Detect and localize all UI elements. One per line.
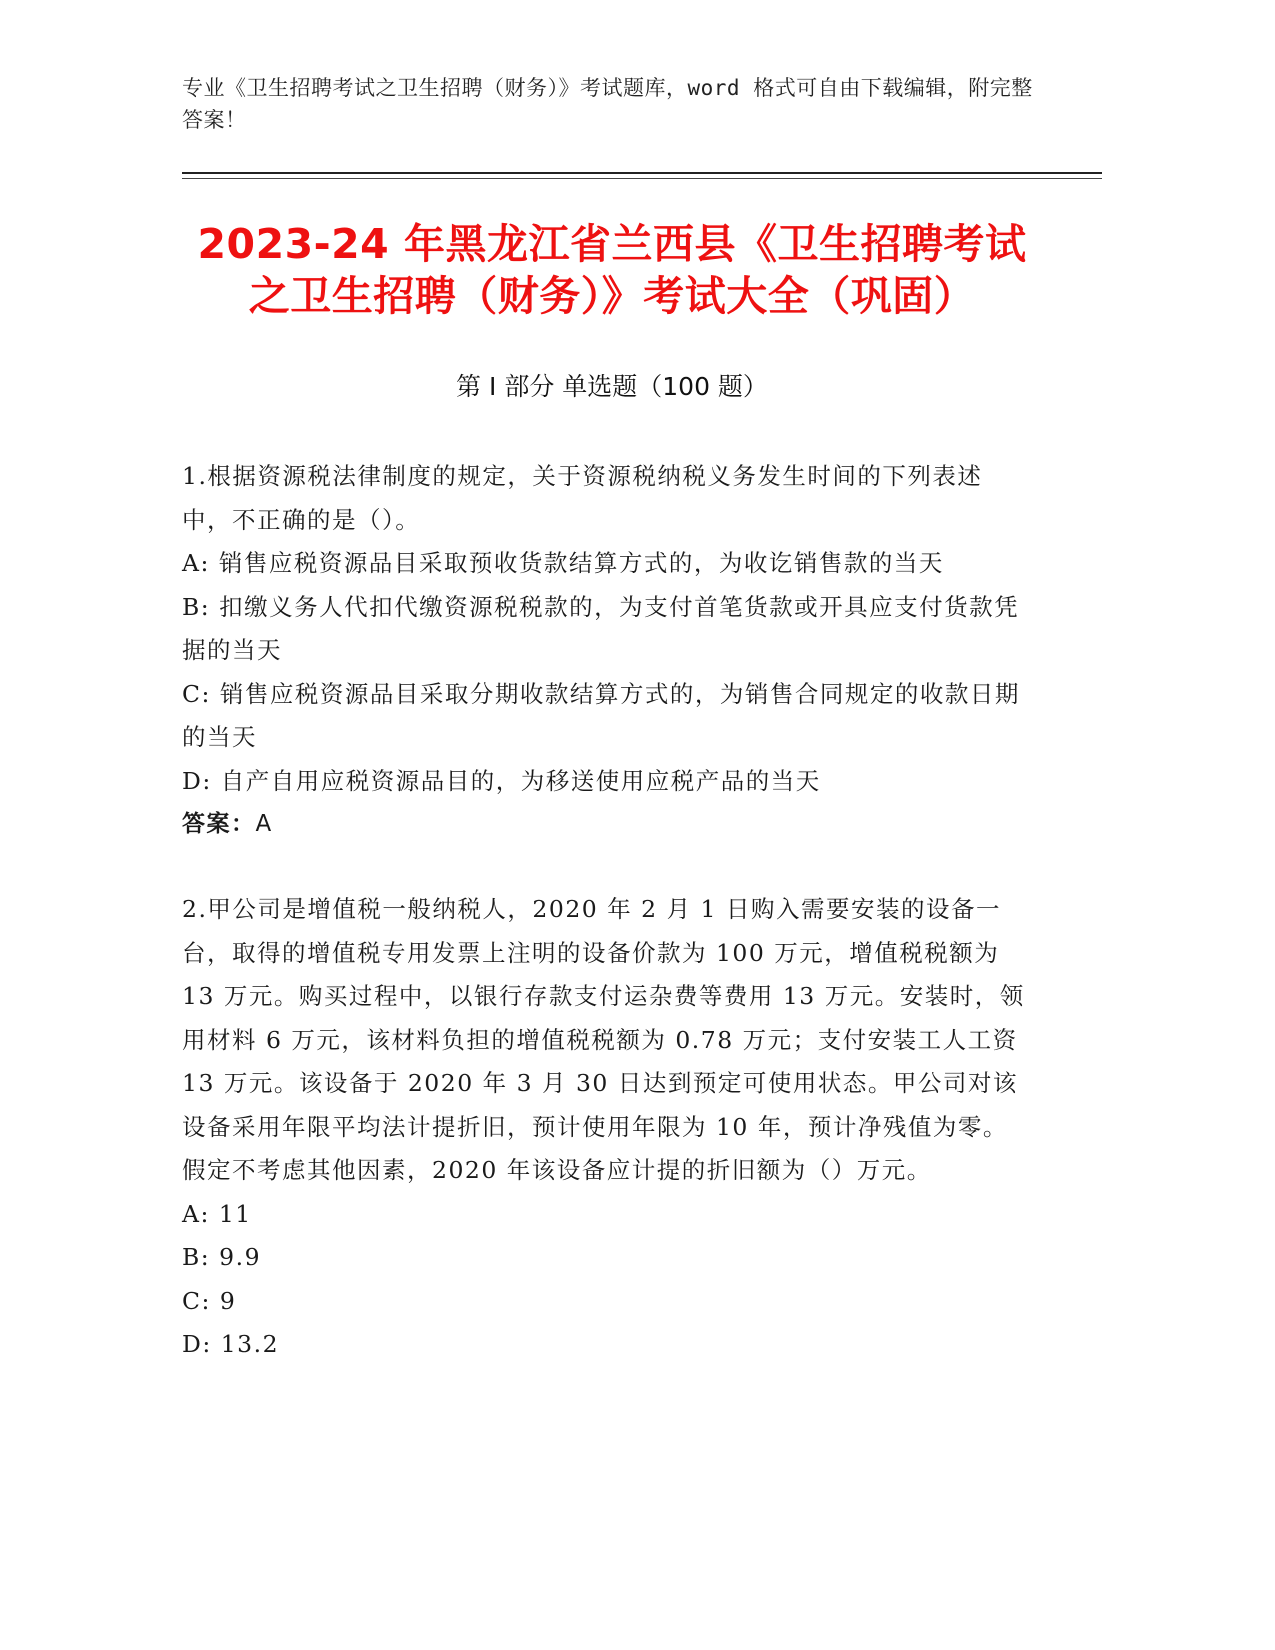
option-a: A: 11 — [182, 1199, 252, 1228]
option-d: D: 自产自用应税资源品目的，为移送使用应税产品的当天 — [182, 766, 821, 795]
section-title: 第 I 部分 单选题（100 题） — [456, 372, 768, 401]
document-title: 2023-24 年黑龙江省兰西县《卫生招聘考试之卫生招聘（财务）》考试大全（巩固） — [197, 220, 1027, 320]
header-rule-thin — [182, 178, 1102, 179]
option-d: D: 13.2 — [182, 1330, 280, 1358]
header-rule-thick — [182, 172, 1102, 174]
question-stem: 1.根据资源税法律制度的规定，关于资源税纳税义务发生时间的下列表述中，不正确的是（）。 — [182, 462, 983, 534]
option-b: B: 9.9 — [182, 1243, 262, 1271]
question-2 — [182, 888, 1032, 1367]
question-stem: 2.甲公司是增值税一般纳税人，2020 年 2 月 1 日购入需要安装的设备一台，取得的增值税专用发票上注明的设备价款为 100 万元，增值税税额为 13 万元。购买过程中，以银行存款支付运杂费等费用 13 万元。安装时，领用材料 6 万元，该材料负担的增值税税额为 0.78 万元；支付安装工人工资 13 万元。该设备于 2020 年 3 月 30 日达到预定可使用状态。甲公司对该设备采用年限平均法计提折旧，预计使用年限为 10 年，预计净残值为零。假定不考虑其他因素，2020 年该设备应计提的折旧额为（）万元。 — [182, 895, 1025, 1184]
question-1 — [182, 455, 1032, 847]
answer — [182, 803, 1032, 847]
answer-value: A — [255, 811, 273, 837]
answer-label: 答案： — [182, 811, 256, 837]
option-b: B: 扣缴义务人代扣代缴资源税税款的，为支付首笔货款或开具应支付货款凭据的当天 — [182, 592, 1020, 664]
option-a: A: 销售应税资源品目采取预收货款结算方式的，为收讫销售款的当天 — [182, 549, 944, 577]
option-c: C: 销售应税资源品目采取分期收款结算方式的，为销售合同规定的收款日期的当天 — [182, 679, 1020, 751]
option-c: C: 9 — [182, 1286, 237, 1315]
header-note: 专业《卫生招聘考试之卫生招聘（财务）》考试题库，word 格式可自由下载编辑，附完整答案！ — [182, 76, 1033, 132]
